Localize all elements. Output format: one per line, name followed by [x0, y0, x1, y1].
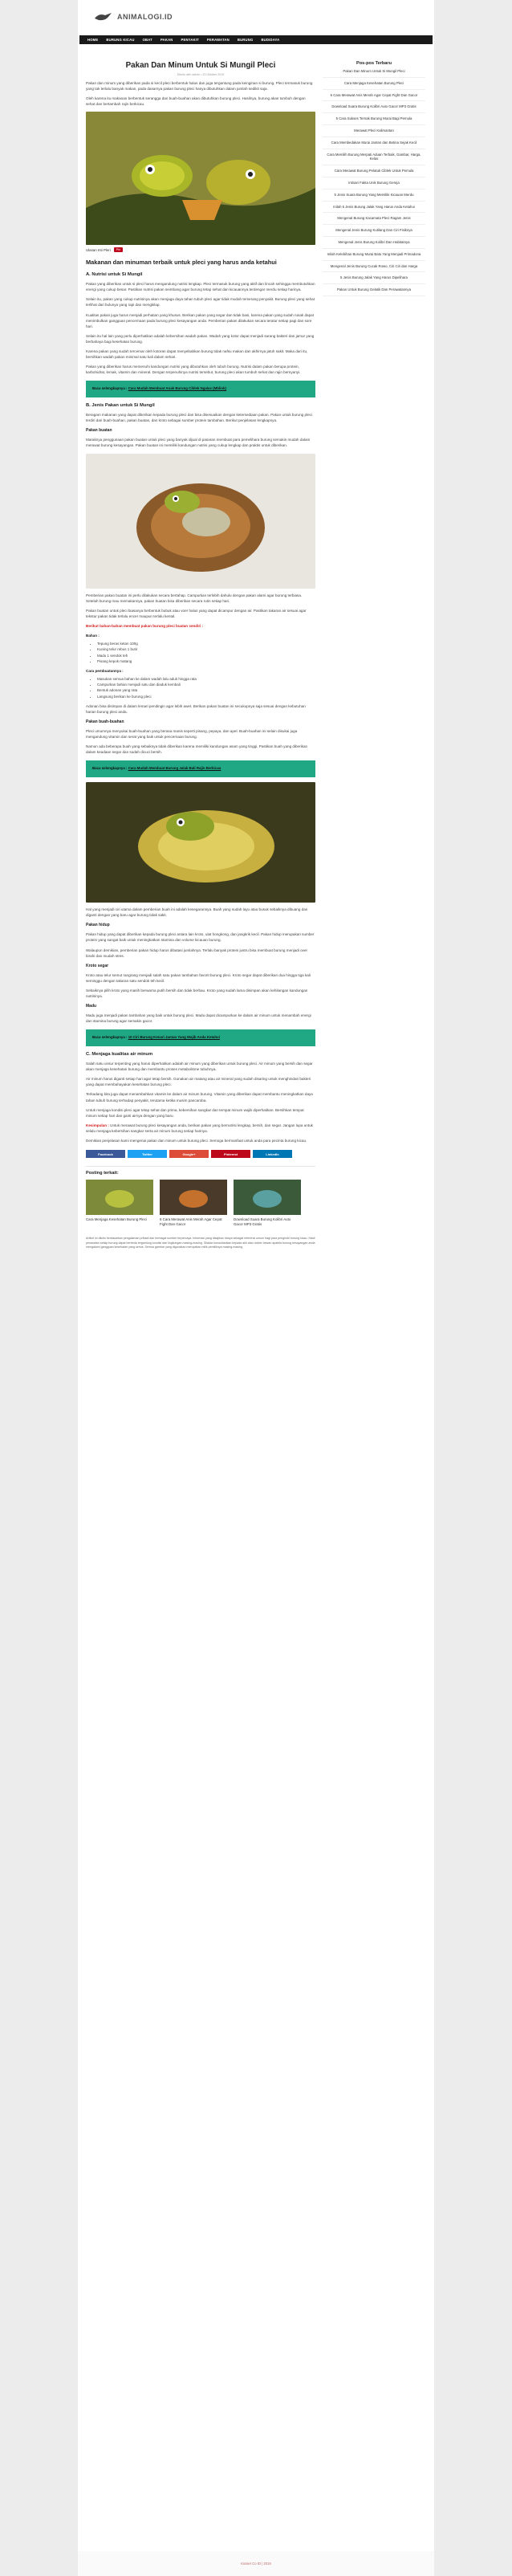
paragraph: Hal yang menjadi ciri utama dalam pemberian buah ini adalah kesegarannya. Buah yang sudah layu atau busuk sebaiknya dibuang dan diganti dengan yang baru agar burung tidak sakit. — [86, 907, 308, 918]
article-title: Pakan Dan Minum Untuk Si Mungil Pleci — [125, 61, 276, 70]
intro-paragraph-2: Oleh karena itu makanan berbentuk serangga dan buah-buahan akan dibutuhkan burung pleci. Hasilnya, burung akan tumbuh dengan sehat dan bertambah rajin berkicau. — [86, 96, 306, 107]
divider — [86, 1166, 315, 1167]
sidebar-post-link[interactable]: Mengenal Jenis Burung Kolibri Dan Habitatnya — [323, 237, 425, 249]
sidebar-post-link[interactable]: Download Suara Burung Kolibri Auto Gacor MP3 Gratis — [323, 101, 425, 113]
list-item: • Bentuk adonan yang rata — [97, 687, 315, 693]
heading-jenis-pakan: B. Jenis Pakan untuk Si Mungil — [86, 403, 155, 409]
sidebar — [323, 61, 425, 296]
read-more-box — [86, 381, 315, 397]
read-more-label: Baca selengkapnya : — [92, 766, 128, 771]
sidebar-post-link[interactable]: Mengenal Jenis Burung Cucak Rowo, Ciri Ciri dan Harga — [323, 261, 425, 273]
related-post[interactable] — [86, 1180, 153, 1227]
caption-text: Ulasan Inti Pleri — [86, 247, 111, 252]
read-more-link[interactable]: Cara Mudah Membuat Burung Jalak Bali Rajin Berkicau — [128, 766, 221, 771]
intro-paragraph: Pakan dan minum yang diberikan pada si kecil pleci berbentuk halus dan juga tergantung pada keinginan si burung. Pleci termasuk burung yang tak terlalu banyak makan, pada dasarnya pakan burung pleci hanya dibutuhkan dalam jumlah sedikit saja. — [86, 81, 313, 92]
list-item: • Kuning telur rebus 1 butir — [97, 646, 315, 652]
paragraph: Adonan bisa disimpan di dalam lemari pendingin agar lebih awet. Berikan pakan buatan ini secukupnya saja sesuai dengan kebutuhan harian burung pleci anda. — [86, 703, 306, 714]
pleci-photo-2 — [86, 454, 315, 589]
heading-pakan-hidup: Pakan hidup — [86, 923, 110, 928]
footer-copyright: Kiosier Co ID | 2019 — [241, 2562, 271, 2566]
read-more-link[interactable]: Cara Mudah Membuat Anak Burung Ciblek Ngalas (Mbliok) — [128, 386, 226, 391]
sidebar-post-link[interactable]: Mengenal Burung Kacamata Pleci Ragam Jenis — [323, 213, 425, 225]
list-item: • Campurkan bahan menjadi satu dan diaduk kembali — [97, 682, 315, 687]
nav-home[interactable]: HOME — [87, 38, 99, 42]
list-item: • Tepung beras ketan 100g — [97, 641, 315, 646]
bird-logo-icon — [94, 11, 113, 22]
cara-list — [97, 676, 315, 699]
related-title: Posting terkait: — [86, 1171, 119, 1176]
heading-pakan-buah: Pakan buah-buahan — [86, 719, 124, 725]
list-item: • Langsung berikan ke burung pleci — [97, 694, 315, 699]
related-thumbnail — [160, 1180, 227, 1215]
bahan-list — [97, 641, 315, 664]
paragraph: Pakan buatan untuk pleci biasanya berbentuk bubuk atau voer halus yang dapat dicampur dengan air. Pastikan takaran air sesuai agar tekstur pakan tidak terlalu encer maupun terlalu kental. — [86, 608, 307, 618]
paragraph: Namun ada beberapa buah yang sebaiknya tidak diberikan karena memiliki kandungan asam yang tinggi. Pastikan buah yang diberikan dalam keadaan segar dan sudah dicuci bersih. — [86, 744, 308, 755]
read-more-label: Baca selengkapnya : — [92, 1035, 128, 1040]
sidebar-post-link[interactable]: 5 Jenis Burung Jalak Yang Harus Dipelihara — [323, 272, 425, 284]
article — [86, 61, 315, 1250]
page — [78, 0, 434, 2576]
related-thumbnail — [234, 1180, 301, 1215]
related-post[interactable] — [234, 1180, 301, 1227]
sidebar-post-link[interactable]: Intisari Fakta Unik Burung Gereja — [323, 177, 425, 190]
paragraph: Maraknya penggunaan pakan buatan untuk pleci yang banyak dijual di pasaran membuat para pemelihara burung semakin mudah dalam merawat burung kesayangan. Pakan buatan ini memiliki kandungan nutrisi yang cukup lengkap dan praktis untuk diberikan. — [86, 438, 311, 448]
nav-burung[interactable]: BURUNG — [237, 38, 254, 42]
paragraph: Salah satu unsur terpenting yang harus diperhatikan adalah air minum yang diberikan untuk burung pleci. Air minum yang bersih dan segar akan menjaga kesehatan burung dan membantu proses metabolisme tubuhnya. — [86, 1061, 313, 1072]
paragraph: Selain itu, pakan yang cukup nutrisinya akan menjaga daya tahan tubuh pleci agar tidak mudah terserang penyakit. Burung pleci yang sehat terlihat dari bulunya yang rapi dan mengkilap. — [86, 297, 315, 308]
related-posts — [86, 1180, 315, 1227]
sidebar-post-link[interactable]: Merawat Pleci Kalimantan — [323, 125, 425, 137]
disclaimer: Artikel ini ditulis berdasarkan pengalaman pribadi dan berbagai sumber terpercaya. Informasi yang disajikan hanya sebagai referensi umum bagi para penghobi burung kicau. Hasil perawatan setiap burung dapat berbeda tergantung kondisi dan lingkungan masing-masing. Silakan konsultasikan kepada ahli atau dokter hewan apabila burung kesayangan anda mengalami gangguan kesehatan yang serius. Semua gambar yang digunakan merupakan milik pemiliknya masing-masing. — [86, 1237, 315, 1249]
conclusion: Kesimpulan : Untuk merawat burung pleci kesayangan anda, berikan pakan yang bernutrisi lengkap, bersih, dan segar. Jangan lupa untuk selalu menjaga kebersihan sangkar serta air minum burung setiap harinya. — [86, 1123, 313, 1133]
sidebar-post-link[interactable]: Cara Memilih Burung Merpati Aduan Terbaik, Gambar, Harga, Kelas — [323, 149, 425, 166]
paragraph: Pakan yang diberikan untuk si pleci harus mengandung nutrisi lengkap. Pleci termasuk burung yang aktif dan lincah sehingga membutuhkan energi yang cukup besar. Pastikan nutrisi pakan seimbang agar burung tetap sehat dan kicauannya terdengar merdu setiap harinya. — [86, 282, 315, 292]
sidebar-post-link[interactable]: Inilah 5 Jenis Burung Jalak Yang Harus Anda Ketahui — [323, 202, 425, 214]
sidebar-post-link[interactable]: 6 Cara Merawat Anis Merah Agar Cepat Fight Dan Gacor — [323, 90, 425, 102]
read-more-label: Baca selengkapnya : — [92, 386, 128, 391]
nav-pakan[interactable]: PAKAN — [160, 38, 173, 42]
paragraph: Air minum harus diganti setiap hari agar tetap bersih. Gunakan air matang atau air mineral yang sudah disaring untuk menghindari bakteri yang dapat membahayakan kesehatan burung pleci. — [86, 1077, 311, 1087]
cara-label: Cara pembuatannya : — [86, 668, 124, 673]
read-more-box — [86, 1029, 315, 1046]
share-pinterest-button[interactable]: Pinterest — [211, 1150, 250, 1158]
sidebar-post-link[interactable]: Cara Membedakan Murai Jantan dan Betina Sejak Kecil — [323, 137, 425, 149]
nav-burung-kicau[interactable]: BURUNG KICAU — [106, 38, 135, 42]
related-post-title[interactable]: Cara Menjaga Kesehatan Burung Pleci — [86, 1217, 147, 1222]
pin-button[interactable]: Pin — [114, 247, 123, 252]
nav-perawatan[interactable]: PERAWATAN — [206, 38, 230, 42]
sidebar-post-link[interactable]: Cara Merawat Burung Pelatuk Ciblek Untuk Pemula — [323, 165, 425, 177]
section-heading: Makanan dan minuman terbaik untuk pleci yang harus anda ketahui — [86, 259, 277, 267]
image-caption — [86, 247, 315, 252]
bahan-label: Bahan : — [86, 634, 100, 638]
list-item: • Masukan semua bahan ke dalam wadah lalu aduk hingga rata — [97, 676, 315, 682]
related-thumbnail — [86, 1180, 153, 1215]
paragraph: Terkadang kita juga dapat menambahkan vitamin ke dalam air minum burung. Vitamin yang diberikan dapat membantu meningkatkan daya tahan tubuh burung terhadap penyakit, terutama ketika musim pancaroba. — [86, 1092, 313, 1103]
sidebar-post-link[interactable]: 5 Jenis Suara Burung Yang Memiliki Kicauan Merdu — [323, 190, 425, 202]
sidebar-post-link[interactable]: Cara Menjaga Kesehatan Burung Pleci — [323, 78, 425, 90]
site-footer — [78, 2551, 434, 2576]
paragraph: Kroto atau telur semut rangrang menjadi salah satu pakan tambahan favorit burung pleci. Kroto segar dapat diberikan dua hingga tiga kali seminggu dengan takaran satu sendok teh kecil. — [86, 972, 311, 983]
share-twitter-button[interactable]: Twitter — [128, 1150, 167, 1158]
sidebar-post-link[interactable]: Mengenal Jenis Burung Kutilang Dan Ciri Fisiknya — [323, 225, 425, 237]
heading-pakan-buatan: Pakan buatan — [86, 428, 112, 434]
heading-nutrisi: A. Nutrisi untuk Si Mungil — [86, 272, 143, 278]
nav-obat[interactable]: OBAT — [142, 38, 152, 42]
heading-madu: Madu — [86, 1004, 97, 1009]
paragraph: Kualitas pakan juga harus menjadi perhatian yang khusus. Berikan pakan yang segar dan tidak basi, karena pakan yang sudah rusak dapat menimbulkan gangguan pencernaan pada burung pleci kesayangan anda. Pemberian pakan dilakukan secara teratur setiap pagi dan sore hari. — [86, 312, 314, 328]
sidebar-post-link[interactable]: Pakan Dan Minum Untuk Si Mungil Pleci — [323, 66, 425, 78]
article-meta: Ditulis oleh admin • 23 Oktober 2019 — [177, 73, 225, 76]
pleci-photo-1 — [86, 112, 315, 245]
paragraph: Pleci umumnya menyukai buah-buahan yang berasa manis seperti pisang, pepaya, dan apel. Buah-buahan ini selain disukai juga mengandung vitamin dan serat yang baik untuk pencernaan burung. — [86, 729, 298, 740]
nav-budidaya[interactable]: BUDIDAYA — [261, 38, 280, 42]
paragraph: Pakan yang diberikan harus memenuhi kandungan nutrisi yang dibutuhkan oleh tubuh burung. Nutrisi dalam pakan berupa protein, karbohidrat, lemak, vitamin dan mineral. Dengan terpenuhinya nutrisi tersebut, burung pleci akan tumbuh sehat dan rajin bernyanyi. — [86, 365, 301, 375]
site-logo[interactable] — [94, 11, 173, 22]
sidebar-post-link[interactable]: 5 Cara Sukses Ternak Burung Murai Bagi Pemula — [323, 113, 425, 125]
read-more-box — [86, 760, 315, 777]
sidebar-title: Pos-pos Terbaru — [356, 61, 392, 66]
share-buttons — [86, 1150, 315, 1158]
paragraph: Demikian penjelasan kami mengenai pakan dan minum untuk burung pleci. Semoga bermanfaat untuk anda para pecinta burung kicau. — [86, 1139, 307, 1143]
related-post-title[interactable]: Download Suara Burung Kolibri Auto Gacor MP3 Gratis — [234, 1217, 291, 1227]
paragraph: Sebaiknya pilih kroto yang masih berwarna putih bersih dan tidak berbau. Kroto yang sudah lama disimpan akan kehilangan kandungan nutrisinya. — [86, 988, 308, 999]
site-name: ANIMALOGI.ID — [117, 13, 173, 21]
paragraph: Walaupun demikian, pemberian pakan hidup harus dibatasi jumlahnya. Terlalu banyak protein justru bisa membuat burung menjadi over birahi dan mudah stres. — [86, 948, 308, 958]
read-more-link[interactable]: 10 Ciri Burung Kenari Jantan Yang Wajib Anda Ketahui — [128, 1035, 220, 1040]
related-post-title[interactable]: 6 Cara Merawat Anis Merah Agar Cepat Fight Dan Gacor — [160, 1217, 222, 1227]
paragraph: Selain itu hal lain yang perlu diperhatikan adalah kebersihan wadah pakan. Wadah yang kotor dapat menjadi sarang bakteri dan jamur yang berbahaya bagi kesehatan burung. — [86, 333, 315, 344]
list-item: • Pisang kepok matang — [97, 658, 315, 664]
paragraph: Pemberian pakan buatan ini perlu dilakukan secara bertahap. Campurkan terlebih dahulu dengan pakan alami agar burung terbiasa. Setelah burung mau memakannya, pakan buatan bisa diberikan secara rutin setiap hari. — [86, 593, 303, 603]
pleci-photo-3 — [86, 782, 315, 903]
recipe-title: Berikut bahan-bahan membuat pakan burung pleci buatan sendiri : — [86, 623, 204, 628]
sidebar-post-link[interactable]: Pakan Untuk Burung Gelatik Dan Perawatannya — [323, 284, 425, 296]
list-item: • Madu 1 sendok teh — [97, 653, 315, 658]
paragraph: Untuk menjaga kondisi pleci agar tetap sehat dan prima, kebersihan sangkar dan tempat minum wajib diperhatikan. Bersihkan tempat minum setiap hari dan ganti airnya dengan yang baru. — [86, 1107, 304, 1118]
nav-penyakit[interactable]: PENYAKIT — [181, 38, 199, 42]
share-google-button[interactable]: Google+ — [169, 1150, 209, 1158]
site-header — [78, 0, 434, 34]
paragraph: Beragam makanan yang dapat diberikan kepada burung pleci dan bisa disesuaikan dengan ketersediaan pakan. Pakan untuk burung pleci terdiri dari buah-buahan, pakan buatan, dan kroto sebagai sumber protein tambahan. Berikut penjelasan lengkapnya. — [86, 413, 312, 423]
heading-air-minum: C. Menjaga kualitas air minum — [86, 1051, 153, 1057]
share-linkedin-button[interactable]: LinkedIn — [253, 1150, 292, 1158]
paragraph: Karena pakan yang sudah tercemar oleh kotoran dapat menyebabkan burung tidak nafsu makan dan akhirnya jatuh sakit. Maka dari itu, bersihkan wadah pakan minimal satu kali dalam sehari. — [86, 349, 308, 360]
heading-kroto: Kroto segar — [86, 963, 109, 968]
sidebar-post-link[interactable]: Inilah Kelebihan Burung Murai Batu Yang Menjadi Primadona — [323, 249, 425, 261]
share-facebook-button[interactable]: Facebook — [86, 1150, 125, 1158]
paragraph: Madu juga menjadi pakan tambahan yang baik untuk burung pleci. Madu dapat dicampurkan ke dalam air minum untuk menambah energi dan stamina burung agar semakin gacor. — [86, 1013, 311, 1024]
paragraph: Pakan hidup yang dapat diberikan kepada burung pleci antara lain kroto, ulat hongkong, dan jangkrik kecil. Pakan hidup merupakan sumber protein yang sangat baik untuk meningkatkan stamina dan volume kicauan burung. — [86, 932, 315, 943]
related-post[interactable] — [160, 1180, 227, 1227]
main-nav — [79, 35, 433, 44]
